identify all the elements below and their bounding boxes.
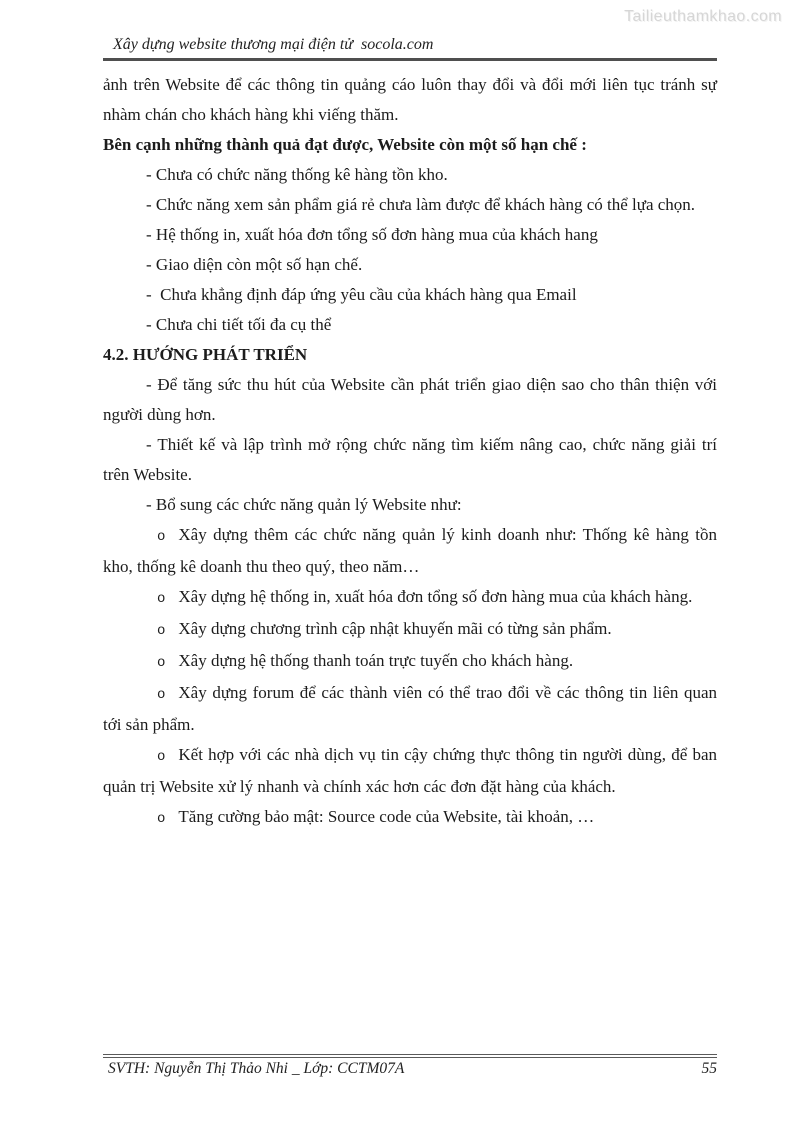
circle-bullet-icon: o	[157, 529, 166, 545]
section-heading: 4.2. HƯỚNG PHÁT TRIỂN	[103, 345, 308, 364]
circle-bullet-icon: o	[157, 811, 166, 827]
bullet-item	[103, 740, 717, 802]
watermark: Tailieuthamkhao.com	[624, 8, 782, 25]
bullet-item	[103, 582, 717, 614]
footer-author: SVTH: Nguyễn Thị Thảo Nhi _ Lớp: CCTM07A	[108, 1060, 405, 1077]
bullet-text: Xây dựng chương trình cập nhật khuyến mãi có từng sản phẩm.	[178, 619, 612, 638]
bullet-text: Xây dựng hệ thống thanh toán trực tuyến cho khách hàng.	[178, 651, 574, 670]
development-paragraph: - Thiết kế và lập trình mở rộng chức năng tìm kiếm nâng cao, chức năng giải trí trên Website.	[103, 435, 717, 484]
bullet-text: Kết hợp với các nhà dịch vụ tin cậy chứng thực thông tin người dùng, để ban quản trị Website xử lý nhanh và chính xác hơn các đơn đặt hàng của khách.	[103, 745, 717, 796]
limitations-heading: Bên cạnh những thành quả đạt được, Website còn một số hạn chế :	[103, 135, 587, 154]
bullet-text: Xây dựng hệ thống in, xuất hóa đơn tổng số đơn hàng mua của khách hàng.	[178, 587, 693, 606]
bullet-item	[103, 614, 717, 646]
page-number: 55	[701, 1060, 717, 1077]
limitation-item: - Chưa có chức năng thống kê hàng tồn kho.	[146, 165, 448, 184]
circle-bullet-icon: o	[157, 623, 166, 639]
bullet-item	[103, 678, 717, 740]
development-paragraph: - Bổ sung các chức năng quản lý Website như:	[146, 495, 462, 514]
limitation-item: - Chưa chi tiết tối đa cụ thể	[146, 315, 332, 334]
page-header	[103, 34, 717, 61]
document-body	[103, 70, 717, 834]
circle-bullet-icon: o	[157, 749, 166, 765]
development-paragraph: - Để tăng sức thu hút của Website cần phát triển giao diện sao cho thân thiện với người dùng hơn.	[103, 375, 717, 424]
limitation-item: - Hệ thống in, xuất hóa đơn tổng số đơn hàng mua của khách hang	[146, 225, 598, 244]
bullet-text: Tăng cường bảo mật: Source code của Website, tài khoản, …	[178, 807, 595, 826]
bullet-text: Xây dựng thêm các chức năng quản lý kinh doanh như: Thống kê hàng tồn kho, thống kê doanh thu theo quý, theo năm…	[103, 525, 717, 576]
limitation-item: - Giao diện còn một số hạn chế.	[146, 255, 363, 274]
header-title: Xây dựng website thương mại điện tử socola.com	[113, 36, 434, 53]
circle-bullet-icon: o	[157, 687, 166, 703]
page-footer	[103, 1054, 717, 1078]
bullet-item	[103, 802, 717, 834]
bullet-text: Xây dựng forum để các thành viên có thể trao đổi về các thông tin liên quan tới sản phẩm.	[103, 683, 717, 734]
limitation-item: - Chưa khẳng định đáp ứng yêu cầu của khách hàng qua Email	[146, 285, 577, 304]
limitation-item: - Chức năng xem sản phẩm giá rẻ chưa làm được để khách hàng có thể lựa chọn.	[146, 195, 696, 214]
bullet-item	[103, 520, 717, 582]
circle-bullet-icon: o	[157, 591, 166, 607]
intro-paragraph: ảnh trên Website để các thông tin quảng cáo luôn thay đổi và đổi mới liên tục tránh sự nhàm chán cho khách hàng khi viếng thăm.	[103, 75, 717, 124]
bullet-item	[103, 646, 717, 678]
circle-bullet-icon: o	[157, 655, 166, 671]
